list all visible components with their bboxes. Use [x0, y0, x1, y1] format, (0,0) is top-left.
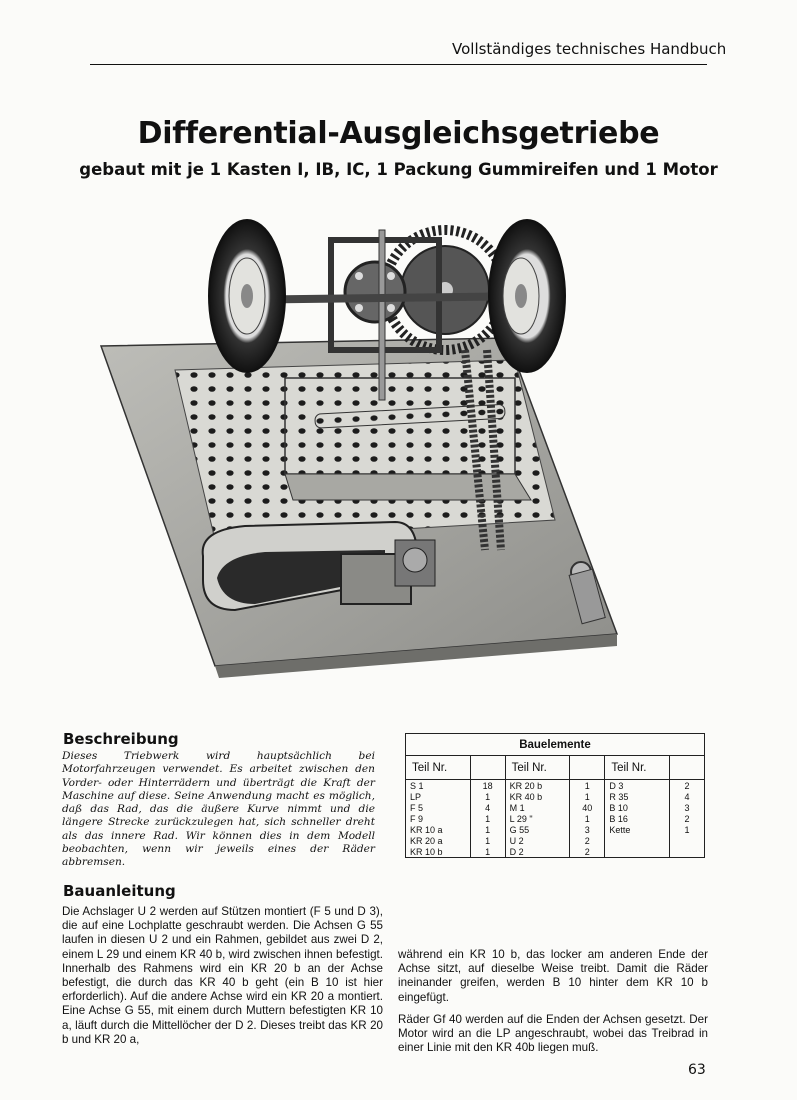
- part-name: L 29 ": [505, 813, 570, 824]
- part-name: F 5: [406, 802, 471, 813]
- part-name: U 2: [505, 835, 570, 846]
- part-name: F 9: [406, 813, 471, 824]
- part-name: KR 10 b: [406, 846, 471, 858]
- part-count: 3: [570, 824, 605, 835]
- instructions-paragraph: während ein KR 10 b, das locker am anderen Ende der Achse sitzt, auf dieselbe Weise treibt. Damit die Räder ineinander greifen, werden B 10 hinter dem KR 10 b eingefügt.: [398, 948, 708, 1004]
- running-header: Vollständiges technisches Handbuch: [452, 40, 727, 58]
- part-name: B 16: [605, 813, 670, 824]
- table-row: [406, 835, 705, 846]
- table-row: [406, 824, 705, 835]
- instructions-paragraph: Räder Gf 40 werden auf die Enden der Achsen gesetzt. Der Motor wird an die LP angeschraubt, wobei das Treibrad in einer Linie mit den KR 40b liegen muß.: [398, 1012, 708, 1055]
- part-count: 2: [570, 835, 605, 846]
- part-count: [670, 835, 705, 846]
- description-heading: Beschreibung: [63, 730, 179, 748]
- part-count: 2: [570, 846, 605, 858]
- part-count: 1: [470, 846, 505, 858]
- part-name: Kette: [605, 824, 670, 835]
- part-name: KR 20 a: [406, 835, 471, 846]
- parts-col-header: Teil Nr.: [406, 756, 471, 780]
- part-count: 18: [470, 780, 505, 792]
- part-name: D 3: [605, 780, 670, 792]
- page-title: Differential-Ausgleichsgetriebe: [137, 116, 660, 151]
- part-name: S 1: [406, 780, 471, 792]
- instructions-col1: Die Achslager U 2 werden auf Stützen montiert (F 5 und D 3), die auf eine Lochplatte geschraubt werden. Die Achsen G 55 laufen in diesen U 2 und ein Rahmen, gebildet aus zwei D 2, einem L 29 und einem KR 40 b, wird zwischen ihnen befestigt. Innerhalb des Rahmens wird ein KR 20 b an der Achse befestigt, die durch das KR 40 b geht (ein B 10 ist hier erforderlich). Auf die andere Achse wird ein KR 20 a montiert. Eine Achse G 55, mit einem durch Muttern befestigten KR 10 a, läuft durch die Mittellöcher der D 2. Dieses treibt das KR 20 b und KR 20 a,: [62, 905, 383, 1046]
- part-name: KR 40 b: [505, 791, 570, 802]
- page-number: 63: [688, 1062, 706, 1078]
- description-text: Dieses Triebwerk wird hauptsächlich bei Motorfahrzeugen verwendet. Es arbeitet zwischen den Vorder- oder Hinterrädern und überträgt die Kraft der Maschine auf diese. Seine Anwendung macht es möglich, daß das Rad, das die äußere Kurve nimmt und die längere Strecke zurückzulegen hat, sich schneller dreht als das innere Rad. Wir können dies in dem Modell beobachten, wenn wir jeweils eines der Räder abbremsen.: [62, 750, 375, 869]
- part-name: KR 20 b: [505, 780, 570, 792]
- part-count: 1: [470, 835, 505, 846]
- part-count: 1: [470, 824, 505, 835]
- instructions-heading: Bauanleitung: [63, 882, 176, 900]
- table-row: [406, 813, 705, 824]
- part-name: LP: [406, 791, 471, 802]
- table-row: [406, 846, 705, 858]
- part-name: M 1: [505, 802, 570, 813]
- part-count: 1: [570, 780, 605, 792]
- part-count: 4: [670, 791, 705, 802]
- part-name: [605, 846, 670, 858]
- part-count: 3: [670, 802, 705, 813]
- part-count: 2: [670, 813, 705, 824]
- parts-table-caption: Bauelemente: [406, 734, 705, 756]
- part-count: 40: [570, 802, 605, 813]
- table-row: [406, 780, 705, 792]
- model-photo: [95, 200, 655, 700]
- part-count: 1: [470, 791, 505, 802]
- part-name: B 10: [605, 802, 670, 813]
- part-count: 1: [670, 824, 705, 835]
- parts-col-header: Teil Nr.: [605, 756, 670, 780]
- part-name: D 2: [505, 846, 570, 858]
- parts-col-header: Teil Nr.: [505, 756, 570, 780]
- table-row: [406, 802, 705, 813]
- page-subtitle: gebaut mit je 1 Kasten I, IB, IC, 1 Packung Gummireifen und 1 Motor: [79, 160, 718, 179]
- part-count: 2: [670, 780, 705, 792]
- part-name: [605, 835, 670, 846]
- part-count: 1: [570, 791, 605, 802]
- part-name: G 55: [505, 824, 570, 835]
- instructions-col2: [398, 948, 708, 1063]
- part-name: KR 10 a: [406, 824, 471, 835]
- parts-table: [405, 733, 705, 858]
- part-count: 1: [570, 813, 605, 824]
- part-name: R 35: [605, 791, 670, 802]
- part-count: [670, 846, 705, 858]
- part-count: 4: [470, 802, 505, 813]
- part-count: 1: [470, 813, 505, 824]
- header-rule: [90, 64, 707, 65]
- table-row: [406, 791, 705, 802]
